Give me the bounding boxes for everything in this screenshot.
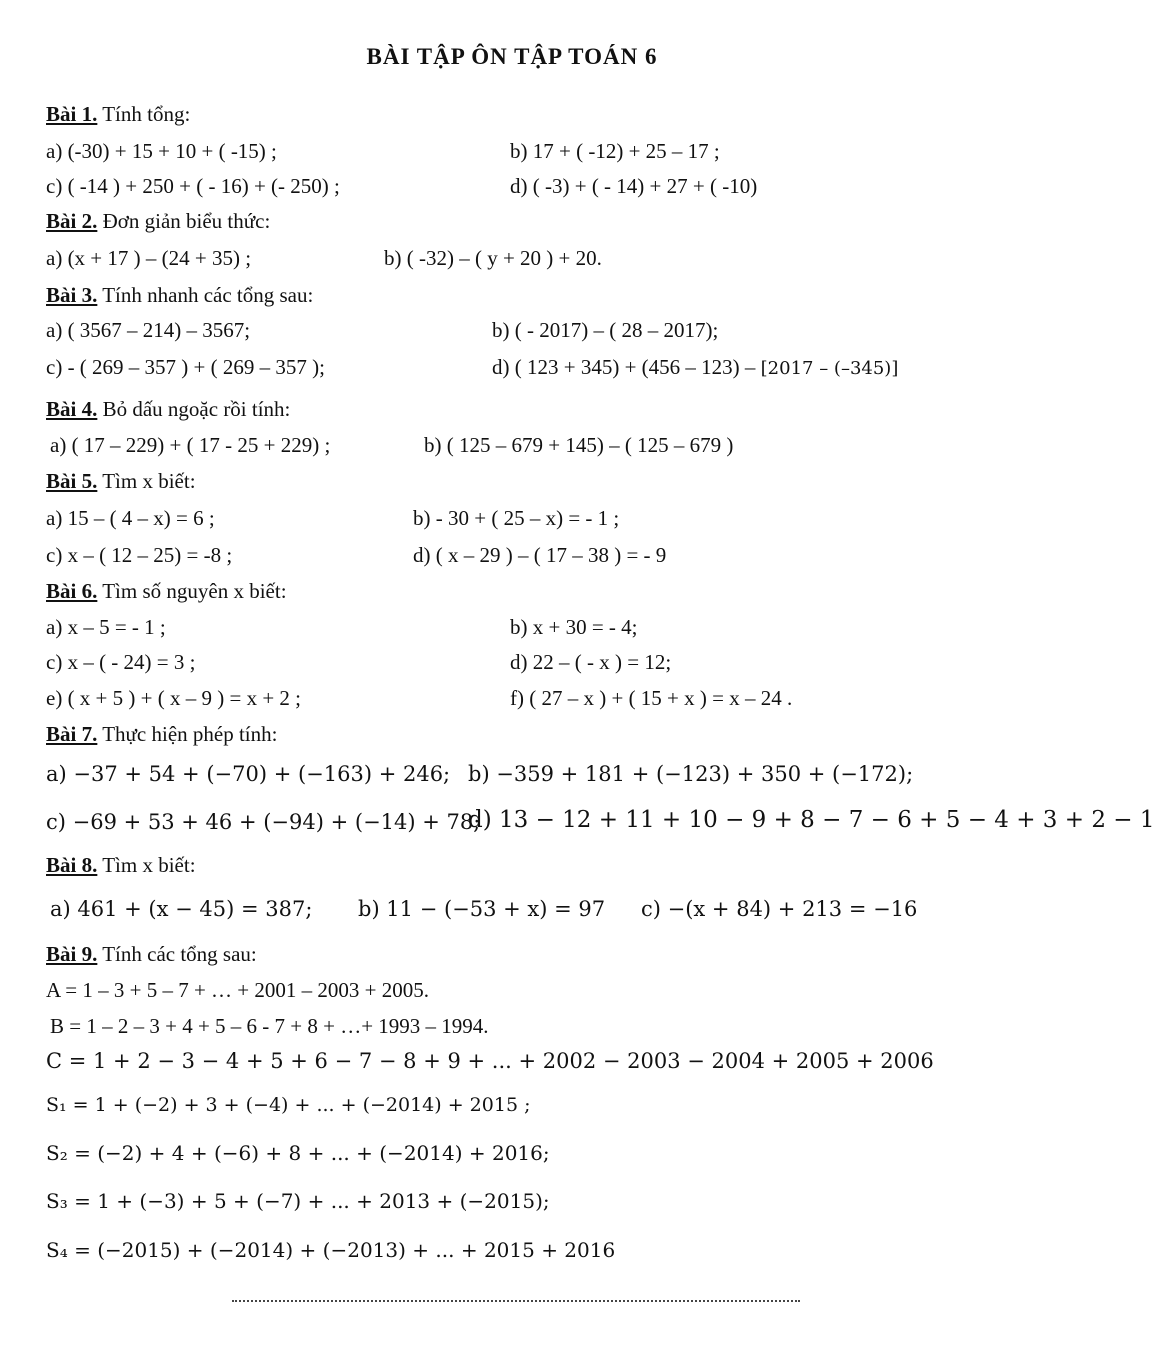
exercise-6a: a) x – 5 = - 1 ; bbox=[46, 615, 166, 639]
sum-s2: S₂ = (−2) + 4 + (−6) + 8 + ... + (−2014) + 2016; bbox=[46, 1141, 550, 1165]
exercise-5c: c) x – ( 12 – 25) = -8 ; bbox=[46, 543, 233, 567]
page-title: BÀI TẬP ÔN TẬP TOÁN 6 bbox=[366, 44, 658, 69]
exercise-4a: a) ( 17 – 229) + ( 17 - 25 + 229) ; bbox=[50, 433, 331, 457]
sum-s3: S₃ = 1 + (−3) + 5 + (−7) + ... + 2013 + (−2015); bbox=[46, 1189, 550, 1213]
exercise-6d: d) 22 – ( - x ) = 12; bbox=[510, 650, 672, 674]
exercise-6f: f) ( 27 – x ) + ( 15 + x ) = x – 24 . bbox=[510, 686, 793, 710]
exercise-4-heading: Bài 4. Bỏ dấu ngoặc rồi tính: bbox=[46, 397, 291, 421]
exercise-6-heading: Bài 6. Tìm số nguyên x biết: bbox=[46, 579, 287, 603]
sum-b: B = 1 – 2 – 3 + 4 + 5 – 6 - 7 + 8 + …+ 1993 – 1994. bbox=[50, 1014, 489, 1038]
exercise-2b: b) ( -32) – ( y + 20 ) + 20. bbox=[384, 246, 602, 270]
exercise-6b: b) x + 30 = - 4; bbox=[510, 615, 638, 639]
exercise-6e: e) ( x + 5 ) + ( x – 9 ) = x + 2 ; bbox=[46, 686, 301, 710]
exercise-3c: c) - ( 269 – 357 ) + ( 269 – 357 ); bbox=[46, 355, 325, 379]
exercise-1b: b) 17 + ( -12) + 25 – 17 ; bbox=[510, 139, 720, 163]
exercise-6c: c) x – ( - 24) = 3 ; bbox=[46, 650, 196, 674]
exercise-3d: d) ( 123 + 345) + (456 – 123) – [2017 – (–345)] bbox=[492, 355, 899, 379]
exercise-4b: b) ( 125 – 679 + 145) – ( 125 – 679 ) bbox=[424, 433, 734, 457]
exercise-5d: d) ( x – 29 ) – ( 17 – 38 ) = - 9 bbox=[413, 543, 667, 567]
exercise-7d: d) 13 − 12 + 11 + 10 − 9 + 8 − 7 − 6 + 5 − 4 + 3 + 2 − 1 bbox=[468, 807, 1155, 833]
exercise-5a: a) 15 – ( 4 – x) = 6 ; bbox=[46, 506, 215, 530]
exercise-9-heading: Bài 9. Tính các tổng sau: bbox=[46, 942, 257, 966]
exercise-7b: b) −359 + 181 + (−123) + 350 + (−172); bbox=[468, 762, 914, 786]
sum-c: C = 1 + 2 − 3 − 4 + 5 + 6 − 7 − 8 + 9 + ... + 2002 − 2003 − 2004 + 2005 + 2006 bbox=[46, 1049, 934, 1073]
exercise-1-heading: Bài 1. Tính tổng: bbox=[46, 102, 191, 126]
exercise-3-heading: Bài 3. Tính nhanh các tổng sau: bbox=[46, 283, 314, 307]
exercise-7c: c) −69 + 53 + 46 + (−94) + (−14) + 78; bbox=[46, 810, 481, 834]
exercise-8c: c) −(x + 84) + 213 = −16 bbox=[641, 897, 918, 921]
exercise-2a: a) (x + 17 ) – (24 + 35) ; bbox=[46, 246, 252, 270]
exercise-7-heading: Bài 7. Thực hiện phép tính: bbox=[46, 722, 278, 746]
exercise-7a: a) −37 + 54 + (−70) + (−163) + 246; bbox=[46, 762, 451, 786]
dotted-divider bbox=[232, 1298, 800, 1302]
exercise-8a: a) 461 + (x − 45) = 387; bbox=[50, 897, 313, 921]
sum-s1: S₁ = 1 + (−2) + 3 + (−4) + ... + (−2014) + 2015 ; bbox=[46, 1094, 531, 1116]
exercise-8-heading: Bài 8. Tìm x biết: bbox=[46, 853, 196, 877]
exercise-8b: b) 11 − (−53 + x) = 97 bbox=[358, 897, 606, 921]
exercise-5b: b) - 30 + ( 25 – x) = - 1 ; bbox=[413, 506, 620, 530]
exercise-1c: c) ( -14 ) + 250 + ( - 16) + (- 250) ; bbox=[46, 174, 340, 198]
sum-s4: S₄ = (−2015) + (−2014) + (−2013) + ... + 2015 + 2016 bbox=[46, 1238, 616, 1262]
exercise-1d: d) ( -3) + ( - 14) + 27 + ( -10) bbox=[510, 174, 758, 198]
exercise-3b: b) ( - 2017) – ( 28 – 2017); bbox=[492, 318, 719, 342]
exercise-3a: a) ( 3567 – 214) – 3567; bbox=[46, 318, 251, 342]
exercise-2-heading: Bài 2. Đơn giản biểu thức: bbox=[46, 209, 271, 233]
exercise-1a: a) (-30) + 15 + 10 + ( -15) ; bbox=[46, 139, 277, 163]
exercise-5-heading: Bài 5. Tìm x biết: bbox=[46, 469, 196, 493]
sum-a: A = 1 – 3 + 5 – 7 + … + 2001 – 2003 + 2005. bbox=[46, 978, 429, 1002]
